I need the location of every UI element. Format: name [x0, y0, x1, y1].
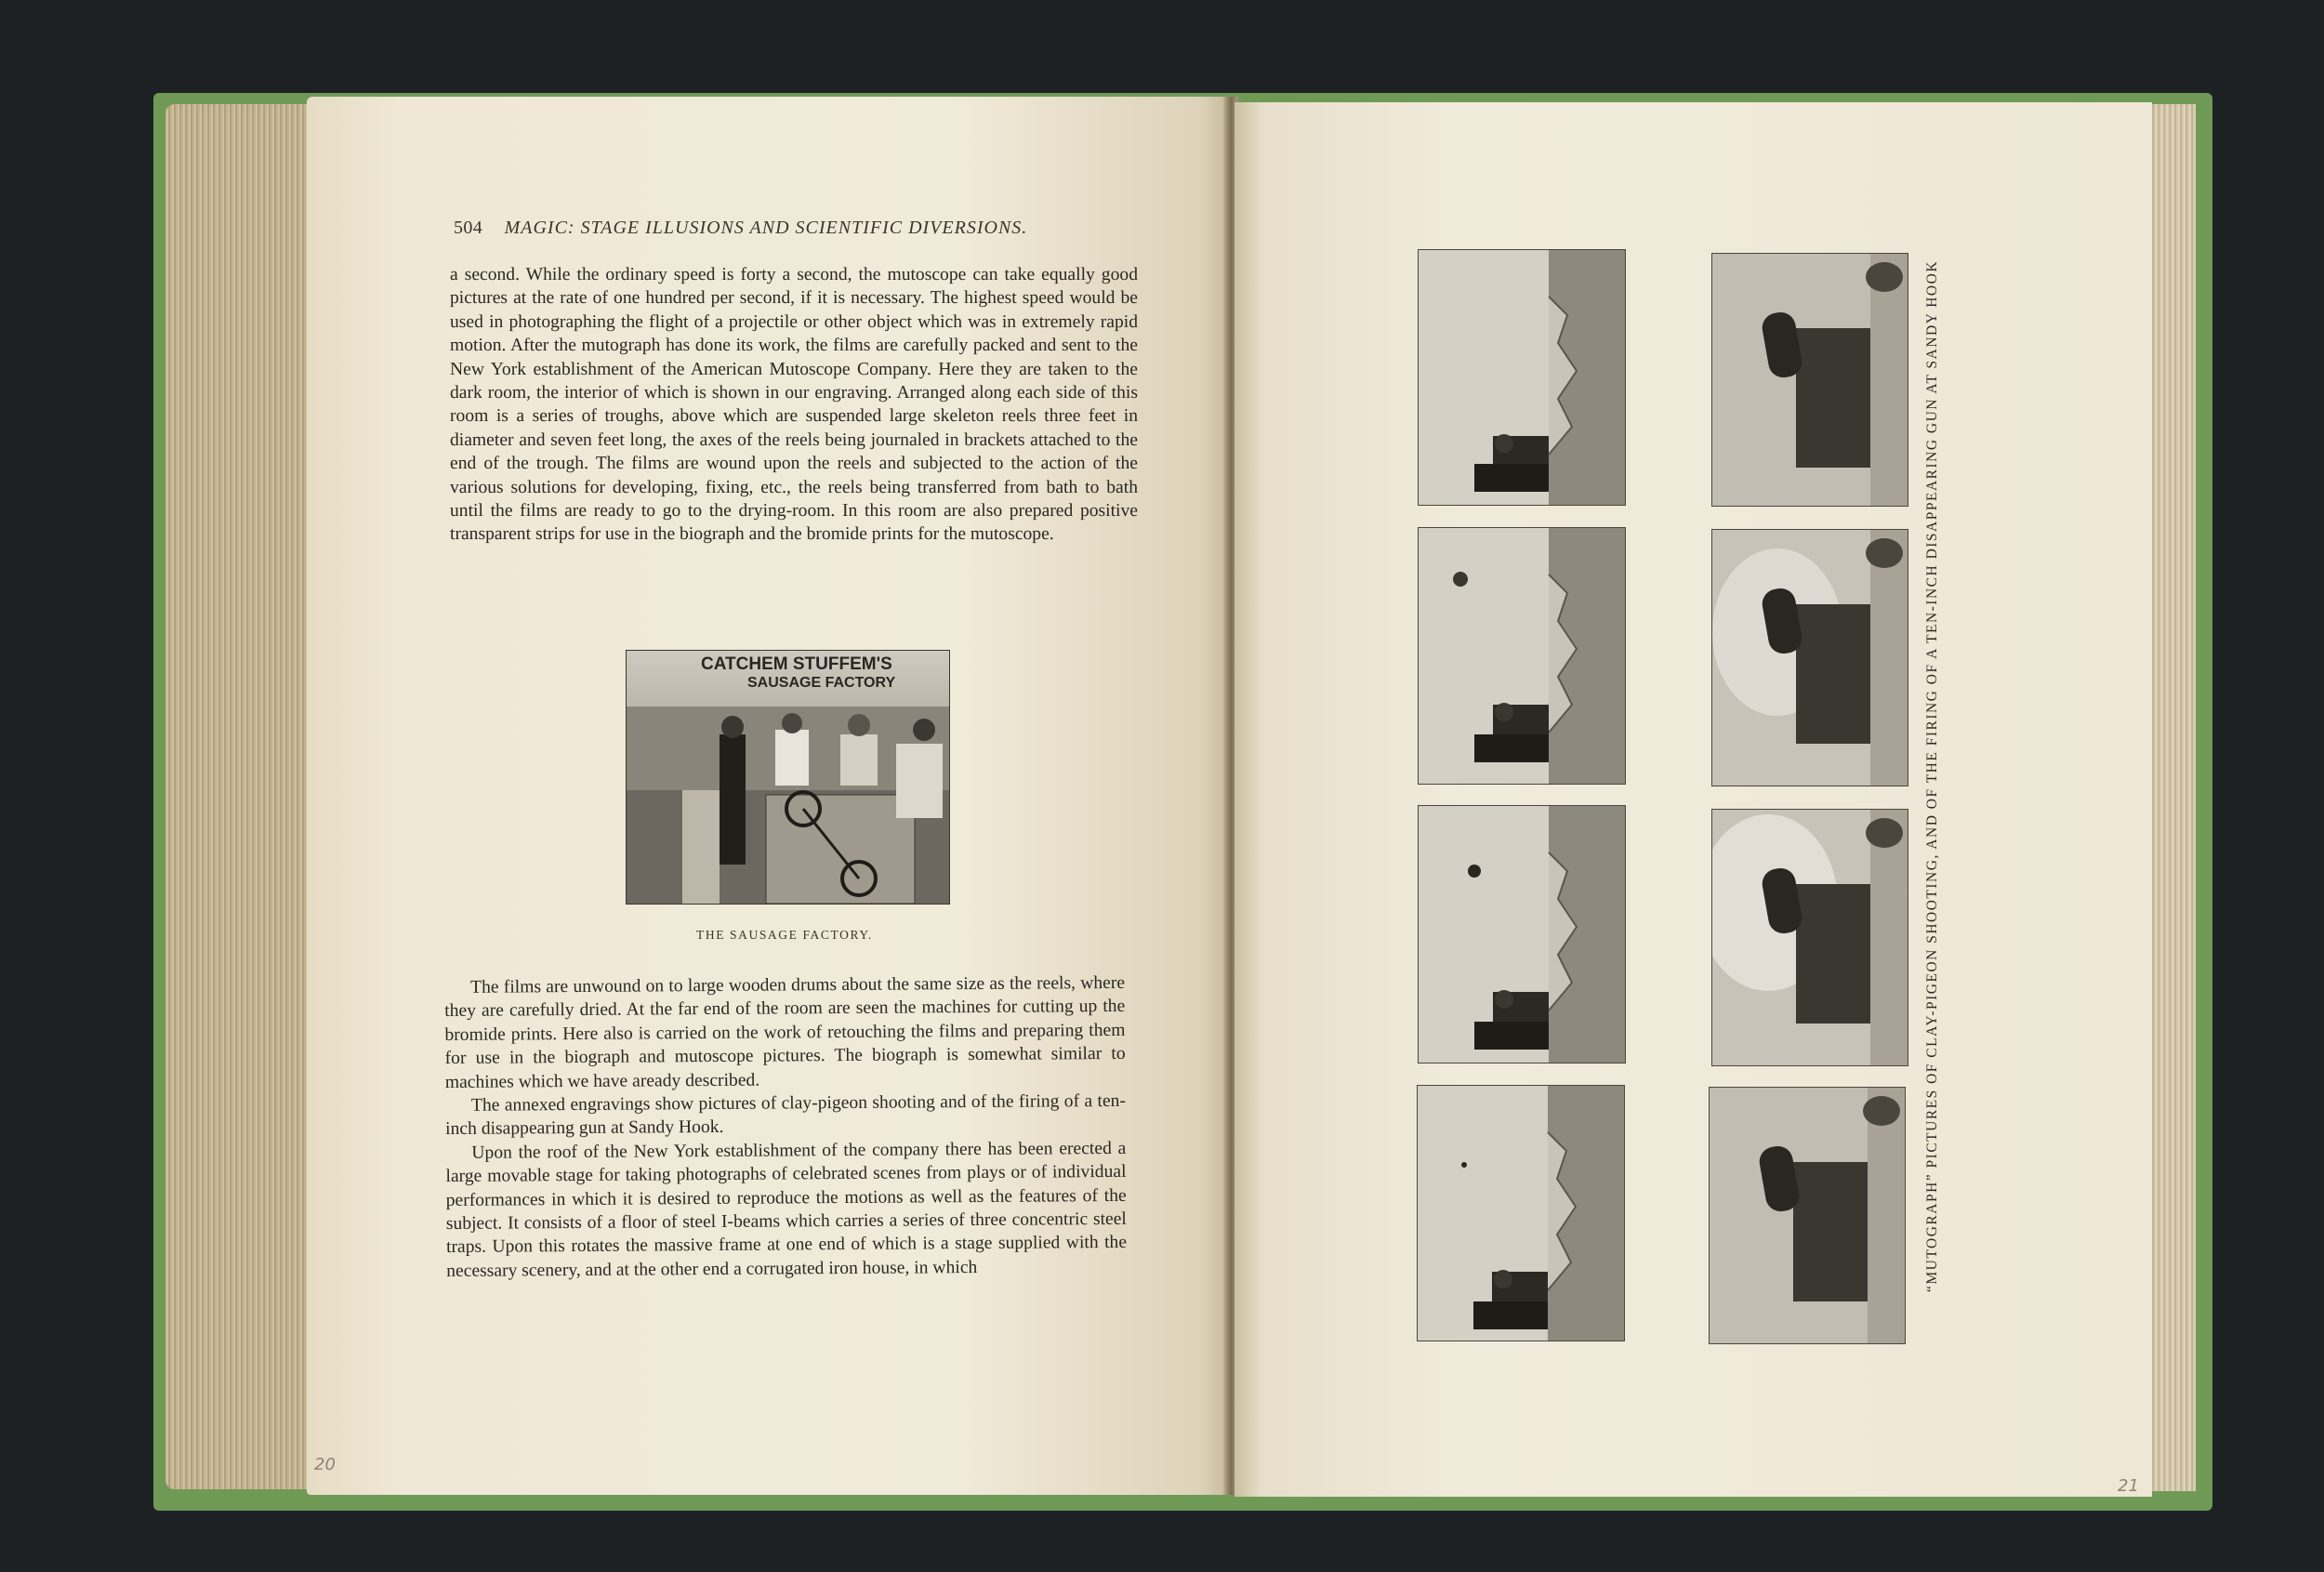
sign-line-2: SAUSAGE FACTORY	[747, 675, 896, 691]
paragraph: Upon the roof of the New York establishment of the company there has been erected a large movable stage for taking photographs of celebrated scenes from plays or of individual performances in which it is desired to reproduce the motions as well as the features of the subject. It consists of a floor of steel I-beams which carries a series of three concentric steel traps. Upon this rotates the massive frame at one end of which is a stage supplied with the necessary scenery, and at the other end a corrugated iron house, in which	[445, 1138, 1128, 1281]
paragraph: The annexed engravings show pictures of clay-pigeon shooting and of the firing of a ten-inch disappearing gun at Sandy Hook.	[445, 1090, 1127, 1140]
clay-pigeon-frame-2	[1418, 527, 1626, 785]
engraving-caption: THE SAUSAGE FACTORY.	[696, 928, 873, 942]
clay-pigeon-frame-3	[1418, 805, 1626, 1063]
plate-caption: “MUTOGRAPH” PICTURES OF CLAY-PIGEON SHOOTING, AND OF THE FIRING OF A TEN-INCH DISAPPEARING GUN AT SANDY HOOK	[1924, 259, 1940, 1292]
gun-frame-2	[1711, 529, 1908, 786]
gun-frame-4	[1709, 1087, 1906, 1344]
pencil-page-mark-right: 21	[2118, 1476, 2139, 1496]
engraving-figures	[627, 707, 949, 904]
page-number: 504	[454, 218, 483, 238]
sausage-factory-engraving	[626, 650, 950, 905]
clay-pigeon-frame-1	[1418, 249, 1626, 506]
text-block-bottom	[444, 971, 1127, 1283]
running-head	[454, 218, 1027, 239]
sign-line-1: CATCHEM STUFFEM'S	[701, 654, 892, 674]
page-edges-left	[165, 104, 325, 1489]
clay-pigeon-frame-4	[1417, 1085, 1625, 1341]
running-title: MAGIC: STAGE ILLUSIONS AND SCIENTIFIC DIVERSIONS.	[504, 218, 1028, 238]
paragraph: The films are unwound on to large wooden drums about the same size as the reels, where they are carefully dried. At the far end of the room are seen the machines for cutting up the bromide prints. Here also is carried on the work of retouching the films and preparing them for use in the biograph and mutoscope pictures. The biograph is somewhat similar to machines which we have aready described.	[444, 972, 1126, 1092]
right-page	[1235, 102, 2152, 1497]
gun-frame-3	[1711, 809, 1908, 1066]
gun-frame-1	[1711, 253, 1908, 507]
paragraph: a second. While the ordinary speed is forty a second, the mutoscope can take equally good pictures at the rate of one hundred per second, if it is necessary. The highest speed would be used in photographing the flight of a projectile or other object which was in extremely rapid motion. After the mutograph has done its work, the films are carefully packed and sent to the New York establishment of the American Mutoscope Company. Here they are taken to the dark room, the interior of which is shown in our engraving. Arranged along each side of this room is a series of troughs, above which are suspended large skeleton reels three feet in diameter and seven feet long, the axes of the reels being journaled in brackets attached to the end of the trough. The films are wound upon the reels and subjected to the action of the various solutions for developing, fixing, etc., the reels being transferred from bath to bath until the films are ready to go to the drying-room. In this room are also prepared positive transparent strips for use in the biograph and the bromide prints for the mutoscope.	[450, 265, 1138, 545]
factory-sign	[627, 651, 949, 708]
text-block-top	[450, 263, 1138, 547]
pencil-page-mark-left: 20	[314, 1455, 336, 1474]
